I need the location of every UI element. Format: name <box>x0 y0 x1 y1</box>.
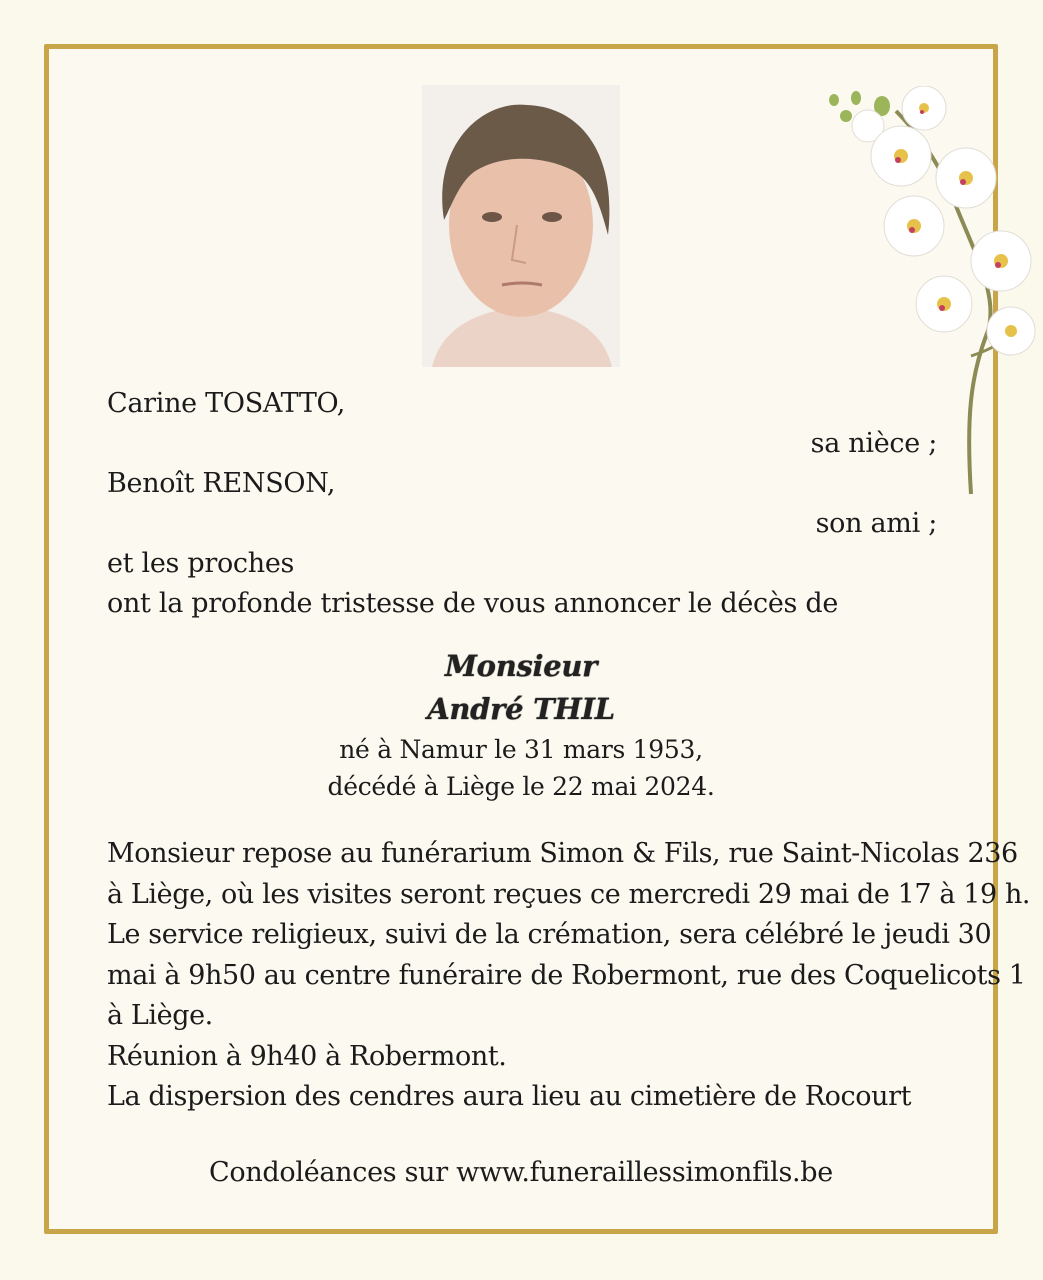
condolences-link[interactable]: Condoléances sur www.funeraillessimonfils.be <box>209 1157 833 1188</box>
details-line: Réunion à 9h40 à Robermont. <box>107 1040 507 1072</box>
funeral-details <box>107 834 1030 1118</box>
family-member-2: Benoît RENSON, <box>107 468 336 499</box>
family-others: et les proches <box>107 548 295 579</box>
details-line: Monsieur repose au funérarium Simon & Fils, rue Saint-Nicolas 236 <box>107 838 1018 869</box>
deceased-title: Monsieur <box>444 649 598 683</box>
details-line: à Liège. <box>107 1000 213 1031</box>
details-line: à Liège, où les visites seront reçues ce mercredi 29 mai de 17 à 19 h. <box>107 878 1031 910</box>
family-relation-1: sa nièce ; <box>810 428 937 459</box>
death-info: décédé à Liège le 22 mai 2024. <box>327 772 715 801</box>
details-line: La dispersion des cendres aura lieu au cimetière de Rocourt <box>107 1081 912 1112</box>
family-relation-2: son ami ; <box>815 508 937 539</box>
family-member-1: Carine TOSATTO, <box>107 388 346 419</box>
announcement-line: ont la profonde tristesse de vous annoncer le décès de <box>107 588 839 619</box>
deceased-name: André THIL <box>427 692 615 726</box>
portrait-photo <box>422 85 620 367</box>
details-line: mai à 9h50 au centre funéraire de Robermont, rue des Coquelicots 1 <box>107 959 1026 991</box>
birth-info: né à Namur le 31 mars 1953, <box>339 735 703 764</box>
details-line: Le service religieux, suivi de la crémation, sera célébré le jeudi 30 <box>107 919 992 950</box>
